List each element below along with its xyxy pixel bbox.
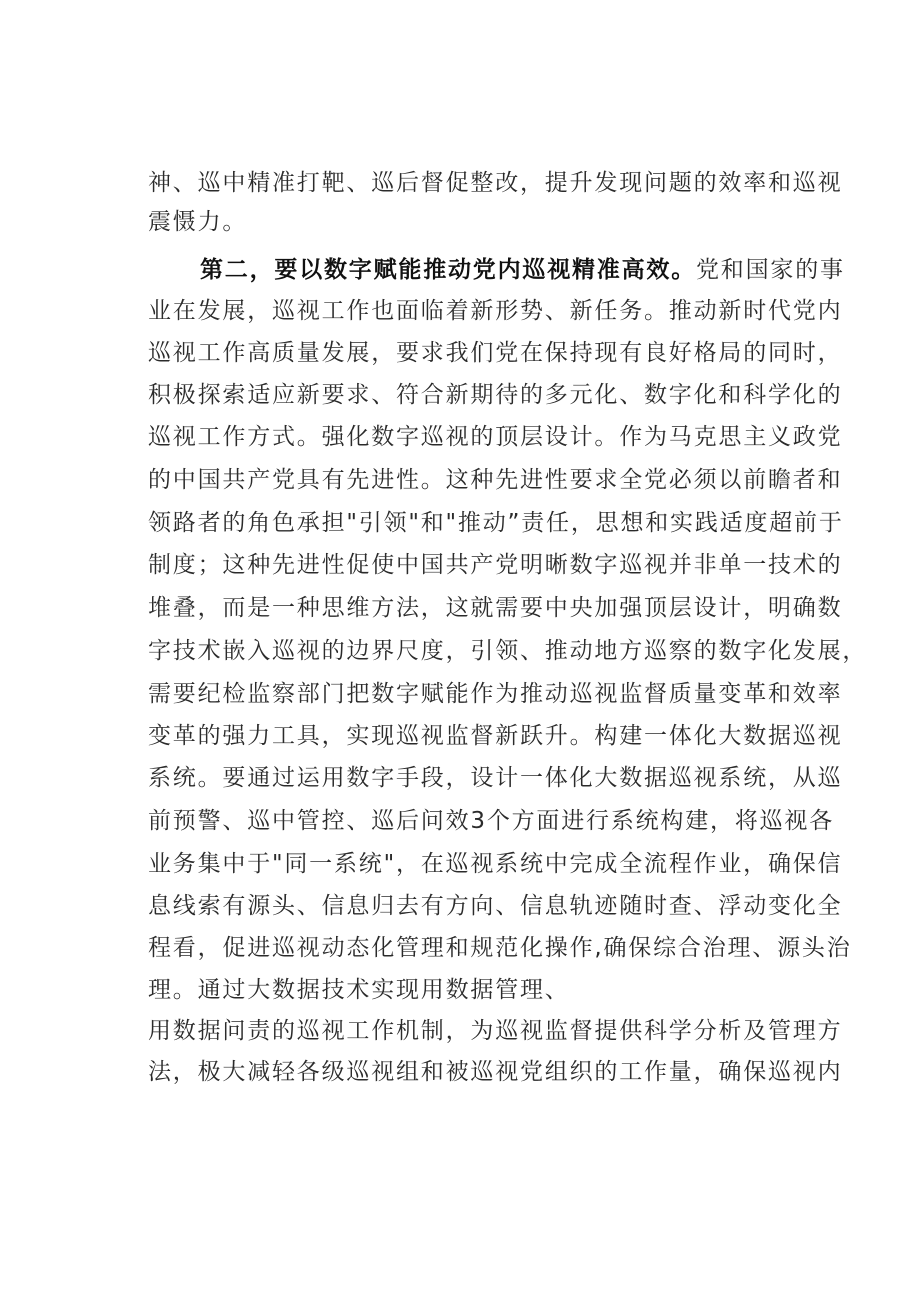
text-line: 神、巡中精准打靶、巡后督促整改，提升发现问题的效率和巡视 <box>148 170 843 196</box>
text-line: 息线索有源头、信息归去有方向、信息轨迹随时查、浮动变化全 <box>148 893 843 919</box>
text-line: 业务集中于"同一系统"，在巡视系统中完成全流程作业，确保信 <box>148 851 843 877</box>
text-line: 的中国共产党具有先进性。这种先进性要求全党必须以前瞻者和 <box>148 467 843 493</box>
text-line: 变革的强力工具，实现巡视监督新跃升。构建一体化大数据巡视 <box>148 723 843 749</box>
text-line <box>148 1097 808 1133</box>
paragraph-heading-line <box>200 252 845 288</box>
text-line: 用数据问责的巡视工作机制，为巡视监督提供科学分析及管理方 <box>148 1018 843 1044</box>
text-line: 巡视工作方式。强化数字巡视的顶层设计。作为马克思主义政党 <box>148 424 843 450</box>
text-line: 前预警、巡中管控、巡后问效3个方面进行系统构建，将巡视各 <box>148 808 835 834</box>
text-line: 系统。要通过运用数字手段，设计一体化大数据巡视系统，从巡 <box>148 765 843 791</box>
text-line: 震慑力。 <box>148 209 248 235</box>
text-line: 堆叠，而是一种思维方法，这就需要中央加强顶层设计，明确数 <box>148 595 843 621</box>
text-line: 积极探索适应新要求、符合新期待的多元化、数字化和科学化的 <box>148 382 843 408</box>
paragraph-heading: 第二，要以数字赋能推动党内巡视精准高效。 <box>200 257 696 283</box>
text-line: 制度；这种先进性促使中国共产党明晰数字巡视并非单一技术的 <box>148 552 843 578</box>
text-line: 巡视工作高质量发展，要求我们党在保持现有良好格局的同时， <box>148 340 843 366</box>
text-line: 业在发展，巡视工作也面临着新形势、新任务。推动新时代党内 <box>148 298 843 324</box>
text-line: 需要纪检监察部门把数字赋能作为推动巡视监督质量变革和效率 <box>148 681 843 707</box>
text-line: 领路者的角色承担"引领"和"推动”责任，思想和实践适度超前于 <box>148 510 844 536</box>
text-line: 法，极大减轻各级巡视组和被巡视党组织的工作量，确保巡视内 <box>148 1059 843 1085</box>
text-line: 理。通过大数据技术实现用数据管理、 <box>148 977 570 1003</box>
paragraph-heading-continuation: 党和国家的事 <box>696 257 845 283</box>
text-line: 字技术嵌入巡视的边界尺度，引领、推动地方巡察的数字化发展， <box>148 638 868 664</box>
text-line: 程看，促进巡视动态化管理和规范化操作,确保综合治理、源头治 <box>148 935 852 961</box>
